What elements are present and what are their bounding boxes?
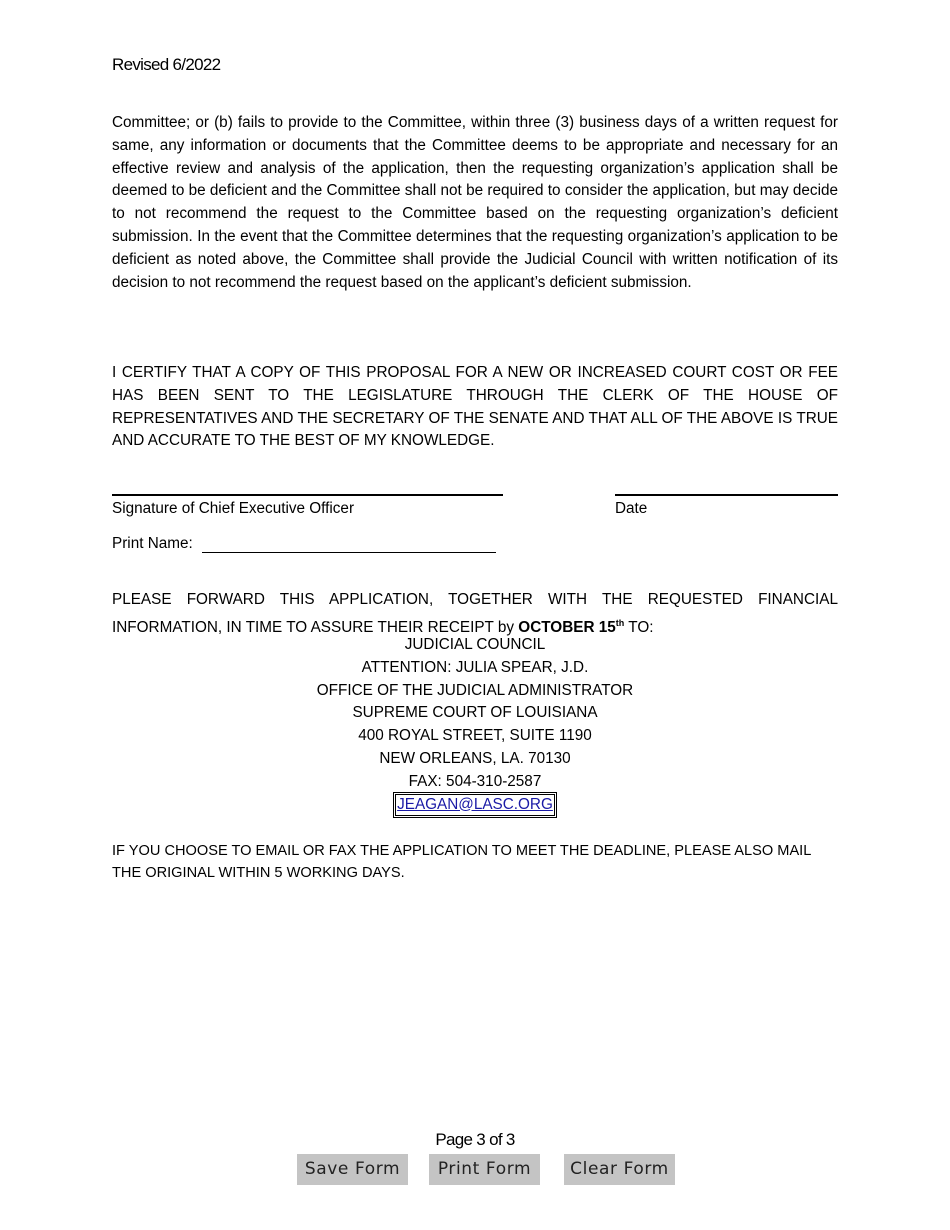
- address-line: JUDICIAL COUNCIL: [404, 636, 546, 653]
- date-label: Date: [615, 500, 648, 517]
- note-line-2: THE ORIGINAL WITHIN 5 WORKING DAYS.: [112, 865, 405, 881]
- deadline-suffix: th: [615, 617, 625, 628]
- address-line: OFFICE OF THE JUDICIAL ADMINISTRATOR: [316, 681, 634, 699]
- print-name-label: Print Name:: [112, 535, 193, 552]
- forward-line-1: PLEASE FORWARD THIS APPLICATION, TOGETHER WITH THE REQUESTED FINANCIAL: [112, 591, 838, 608]
- page-number: Page 3 of 3: [435, 1130, 515, 1149]
- deadline: OCTOBER 15: [518, 618, 616, 636]
- forward-line-2-suffix: TO:: [624, 618, 654, 636]
- signature-line: [112, 494, 503, 496]
- email-link-box[interactable]: [395, 794, 555, 816]
- note-line-1: IF YOU CHOOSE TO EMAIL OR FAX THE APPLICATION TO MEET THE DEADLINE, PLEASE ALSO MAIL: [112, 843, 812, 859]
- signature-label: Signature of Chief Executive Officer: [112, 500, 355, 517]
- forward-line-2-prefix: INFORMATION, IN TIME TO ASSURE THEIR RECEIPT by: [112, 618, 519, 636]
- print-name-row: [112, 535, 496, 553]
- email-link[interactable]: JEAGAN@LASC.ORG: [397, 795, 553, 813]
- address-line: NEW ORLEANS, LA. 70130: [379, 749, 571, 767]
- address-line: SUPREME COURT OF LOUISIANA: [352, 704, 598, 722]
- mail-original-note: [112, 840, 838, 884]
- address-line: FAX: 504-310-2587: [408, 772, 542, 790]
- mailing-address: [0, 634, 950, 816]
- revised-date: Revised 6/2022: [112, 55, 221, 74]
- address-line: ATTENTION: JULIA SPEAR, J.D.: [361, 658, 589, 676]
- date-line: [615, 494, 838, 496]
- print-name-field[interactable]: [202, 536, 496, 553]
- certification-paragraph: I CERTIFY THAT A COPY OF THIS PROPOSAL FOR A NEW OR INCREASED COURT COST OR FEE HAS BEEN SENT TO THE LEGISLATURE THROUGH THE CLERK OF THE HOUSE OF REPRESENTATIVES AND THE SECRETARY OF THE SENATE AND THAT ALL OF THE ABOVE IS TRUE AND ACCURATE TO THE BEST OF MY KNOWLEDGE.: [112, 364, 838, 450]
- print-form-button[interactable]: Print Form: [429, 1154, 540, 1185]
- address-line: 400 ROYAL STREET, SUITE 1190: [358, 727, 592, 745]
- clear-form-button[interactable]: Clear Form: [564, 1154, 675, 1185]
- deficiency-paragraph: Committee; or (b) fails to provide to the Committee, within three (3) business days of a written request for same, any information or documents that the Committee deems to be appropriate and necessary for an effective review and analysis of the application, then the requesting organization’s application shall be deemed to be deficient and the Committee shall not be required to consider the application, but may decide to not recommend the request to the Committee based on the requesting organization’s deficient submission. In the event that the Committee determines that the requesting organization’s application to be deficient as noted above, the Committee shall provide the Judicial Council with written notification of its decision to not recommend the request based on the applicant’s deficient submission.: [112, 114, 838, 291]
- save-form-button[interactable]: Save Form: [297, 1154, 408, 1185]
- forward-instructions: [112, 589, 838, 640]
